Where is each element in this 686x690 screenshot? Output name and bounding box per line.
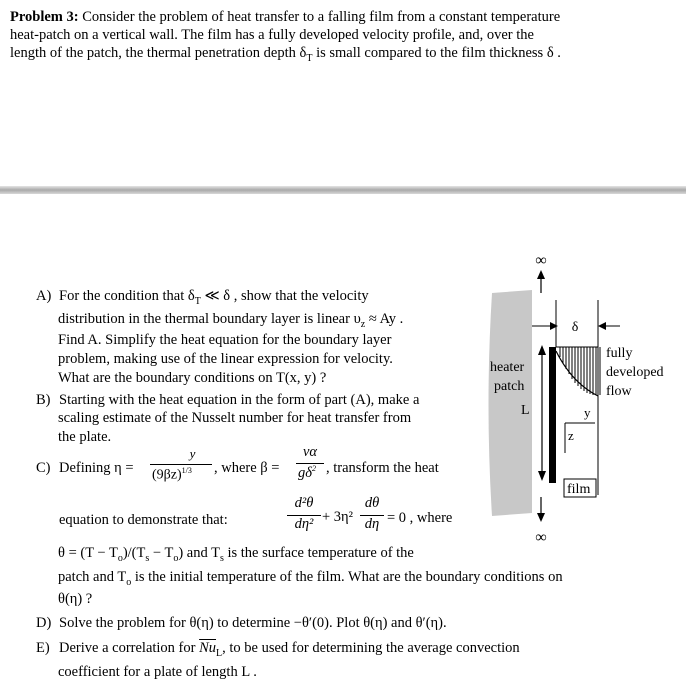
part-a-text: ≪ δ , show that the velocity xyxy=(200,288,369,304)
top-arrow-head xyxy=(537,270,545,279)
falling-film-figure xyxy=(480,255,686,555)
part-c-where: , where β = xyxy=(214,460,280,476)
part-a-text: ≈ Ay . xyxy=(365,311,404,327)
eq-end: = 0 , where xyxy=(387,510,453,526)
infinity-bottom: ∞ xyxy=(535,529,547,546)
part-c-text: is the surface temperature of the xyxy=(223,545,414,561)
delta-label: δ xyxy=(571,320,579,335)
heater-patch-strip xyxy=(549,347,556,483)
part-c-line-5: θ(η) ? xyxy=(58,591,93,607)
part-c-text: − T xyxy=(149,545,174,561)
problem-label: Problem 3: xyxy=(10,9,79,25)
subscript: s xyxy=(145,552,150,564)
part-d-label: D) xyxy=(36,615,52,631)
length-arrow-head-up xyxy=(538,345,546,355)
heater-label: heater xyxy=(490,360,525,375)
part-c-eq-prefix: equation to demonstrate that: xyxy=(59,512,228,528)
infinity-top: ∞ xyxy=(535,255,547,269)
part-e-label: E) xyxy=(36,640,50,656)
part-c-line-3 xyxy=(58,543,414,569)
eq-mid: + 3η² xyxy=(322,509,353,525)
eta-denominator xyxy=(152,466,192,484)
part-e-text: , to be used for determining the average convection xyxy=(222,640,520,656)
eta-fraction-bar xyxy=(150,464,212,465)
part-c-text: patch and T xyxy=(58,569,127,585)
eq-term1-den: dη² xyxy=(294,516,314,532)
problem-line-3 xyxy=(10,45,561,67)
subscript: o xyxy=(117,552,123,564)
part-c-transform: , transform the heat xyxy=(326,460,439,476)
delta-arrow-right-head xyxy=(598,322,606,330)
beta-numerator: να xyxy=(302,444,318,460)
part-c-label: C) xyxy=(36,460,51,476)
problem-line-2: heat-patch on a vertical wall. The film has a fully developed velocity profile, and, over the xyxy=(10,27,534,43)
subscript: o xyxy=(126,576,132,588)
part-b-line-1: Starting with the heat equation in the form of part (A), make a xyxy=(59,392,420,408)
part-a-text: distribution in the thermal boundary layer is linear υ xyxy=(58,311,361,327)
subscript: o xyxy=(173,552,179,564)
velocity-profile-hatch xyxy=(560,347,596,395)
part-e-line-1 xyxy=(59,638,520,664)
bottom-arrow-head xyxy=(537,513,545,522)
flow-label: flow xyxy=(606,384,632,399)
part-c-text: ) and T xyxy=(178,545,220,561)
eta-numerator: y xyxy=(189,446,196,461)
problem-text: is small compared to the film thickness δ . xyxy=(312,45,561,61)
subscript: z xyxy=(360,318,366,330)
length-arrow-head-down xyxy=(538,471,546,481)
y-label: y xyxy=(584,405,591,420)
eta-den-text: (9βz) xyxy=(152,467,182,483)
part-e-line-2: coefficient for a plate of length L . xyxy=(58,664,257,680)
part-b-line-2: scaling estimate of the Nusselt number for heat transfer from xyxy=(58,410,412,426)
problem-text: Consider the problem of heat transfer to a falling film from a constant temperature xyxy=(78,9,561,25)
patch-label: patch xyxy=(494,379,525,394)
beta-denominator xyxy=(298,464,316,482)
part-d-line-1: Solve the problem for θ(η) to determine −θ′(0). Plot θ(η) and θ′(η). xyxy=(59,615,447,631)
problem-line-1 xyxy=(10,9,560,26)
eq-term2-den: dη xyxy=(364,516,380,532)
part-c-text: is the initial temperature of the film. What are the boundary conditions on xyxy=(131,569,563,585)
part-c-line-4 xyxy=(58,567,563,593)
section-divider xyxy=(0,186,686,194)
part-a-line-1 xyxy=(59,286,369,312)
film-label: film xyxy=(567,482,591,497)
part-b-line-3: the plate. xyxy=(58,429,112,445)
problem-text: length of the patch, the thermal penetration depth δ xyxy=(10,45,307,61)
nusselt-symbol: $\overline{Nu}$ xyxy=(199,640,217,656)
developed-label: developed xyxy=(606,365,664,380)
delta-arrow-left-head xyxy=(550,322,558,330)
superscript: 1/3 xyxy=(181,466,192,475)
part-c-text: θ = (T − T xyxy=(58,545,118,561)
beta-den-text: gδ xyxy=(298,464,312,481)
superscript: 2 xyxy=(312,464,316,473)
subscript: L xyxy=(216,647,223,659)
part-a-line-4: problem, making use of the linear expression for velocity. xyxy=(58,351,393,367)
part-e-text: Derive a correlation for xyxy=(59,640,200,656)
length-label: L xyxy=(521,403,530,418)
subscript: s xyxy=(219,552,224,564)
part-a-line-3: Find A. Simplify the heat equation for the boundary layer xyxy=(58,332,392,348)
subscript: T xyxy=(194,295,201,307)
part-b-label: B) xyxy=(36,392,51,408)
part-a-line-5: What are the boundary conditions on T(x, y) ? xyxy=(58,370,327,386)
eq-term2-num: dθ xyxy=(364,495,380,511)
fully-label: fully xyxy=(606,346,633,361)
subscript: T xyxy=(306,52,313,64)
part-a-text: For the condition that δ xyxy=(59,288,195,304)
velocity-profile-curve xyxy=(556,351,598,396)
z-label: z xyxy=(568,428,574,443)
part-c-text: )/(T xyxy=(122,545,146,561)
part-a-label: A) xyxy=(36,288,52,304)
part-c-defining: Defining η = xyxy=(59,460,134,476)
eq-term1-num: d²θ xyxy=(294,495,314,511)
